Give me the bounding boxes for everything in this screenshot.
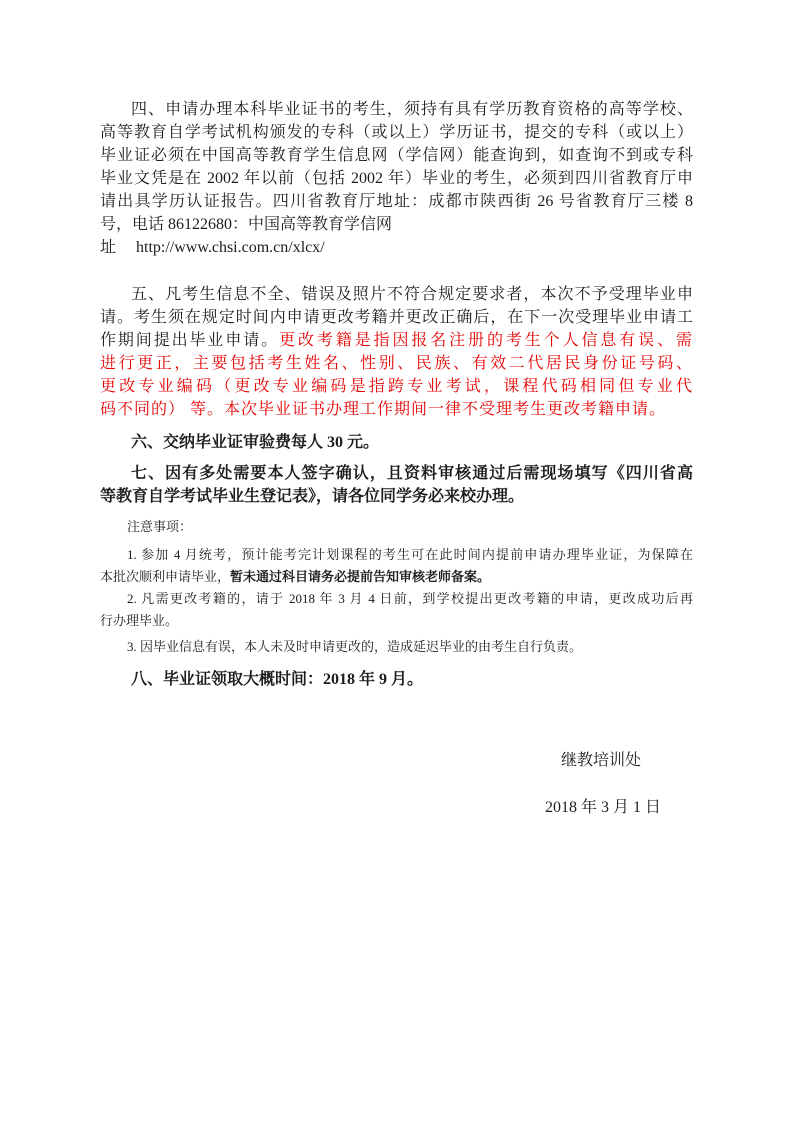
- section-8-heading: [100, 668, 693, 691]
- note-1-mixed-line: [100, 566, 693, 588]
- signature-department: 继教培训处: [560, 752, 641, 769]
- note-1: [100, 544, 693, 588]
- section-5-paragraph: [100, 283, 693, 421]
- note-3: [100, 636, 693, 658]
- note-2-line: 2. 凡需更改考籍的，请于 2018 年 3 月 4 日前，到学校提出更改考籍的申请，更改成功后再: [127, 591, 693, 606]
- section-4-line: 请出具学历认证报告。四川省教育厅地址：成都市陕西街 26 号省教育厅三楼 8: [100, 193, 693, 210]
- notes-section: [100, 516, 693, 658]
- note-1-bold-text: 暂未通过科目请务必提前告知审核老师备案。: [230, 569, 491, 584]
- signature-block: [100, 749, 693, 819]
- note-2-line: 行办理毕业。: [100, 613, 179, 628]
- section-8-line: 八、毕业证领取大概时间：2018 年 9 月。: [131, 671, 424, 688]
- section-5-red-text: 更改考籍是指因报名注册的考生个人信息有误、需: [279, 332, 693, 349]
- chsi-url-text: 址 http://www.chsi.com.cn/xlcx/: [100, 239, 325, 256]
- note-2: [100, 588, 693, 632]
- section-5-line: 请。考生须在规定时间内申请更改考籍并更改正确后，在下一次受理毕业申请工: [100, 309, 693, 326]
- notice-body: [100, 98, 693, 819]
- section-4-line: 号，电话 86122680：中国高等教育学信网: [100, 216, 393, 233]
- section-4-line: 四、申请办理本科毕业证书的考生，须持有具有学历教育资格的高等学校、: [131, 101, 693, 118]
- section-7-line: 等教育自学考试毕业生登记表》，请各位同学务必来校办理。: [100, 488, 525, 505]
- section-7-line: 七、因有多处需要本人签字确认，且资料审核通过后需现场填写《四川省高: [131, 465, 693, 482]
- note-3-line: 3. 因毕业信息有误，本人未及时申请更改的，造成延迟毕业的由考生自行负责。: [127, 639, 583, 654]
- section-4-line: 高等教育自学考试机构颁发的专科（或以上）学历证书，提交的专科（或以上）: [100, 124, 693, 141]
- section-5-red-line: 码不同的） 等。本次毕业证书办理工作期间一律不受理考生更改考籍申请。: [100, 401, 667, 418]
- section-4-line: 毕业证必须在中国高等教育学生信息网（学信网）能查询到，如查询不到或专科: [100, 147, 693, 164]
- note-1-line: 1. 参加 4 月统考，预计能考完计划课程的考生可在此时间内提前申请办理毕业证，为保障在: [127, 547, 693, 562]
- section-6-line: 六、交纳毕业证审验费每人 30 元。: [131, 434, 380, 451]
- signature-date: 2018 年 3 月 1 日: [544, 799, 661, 816]
- section-5-black-text: 作期间提出毕业申请。: [100, 332, 280, 349]
- section-6-heading: [100, 431, 693, 454]
- section-5-mixed-line: [100, 329, 693, 352]
- section-7-heading: [100, 462, 693, 508]
- section-5-red-line: 进行更正，主要包括考生姓名、性别、民族、有效二代居民身份证号码、: [100, 355, 693, 372]
- note-1-normal-text: 本批次顺利申请毕业，: [100, 569, 231, 584]
- section-4-paragraph: [100, 98, 693, 259]
- notes-title: 注意事项：: [127, 519, 193, 534]
- section-5-red-line: 更改专业编码（更改专业编码是指跨专业考试，课程代码相同但专业代: [100, 378, 693, 395]
- section-4-line: 毕业文凭是在 2002 年以前（包括 2002 年）毕业的考生，必须到四川省教育厅申: [100, 170, 693, 187]
- section-5-line: 五、凡考生信息不全、错误及照片不符合规定要求者，本次不予受理毕业申: [131, 286, 693, 303]
